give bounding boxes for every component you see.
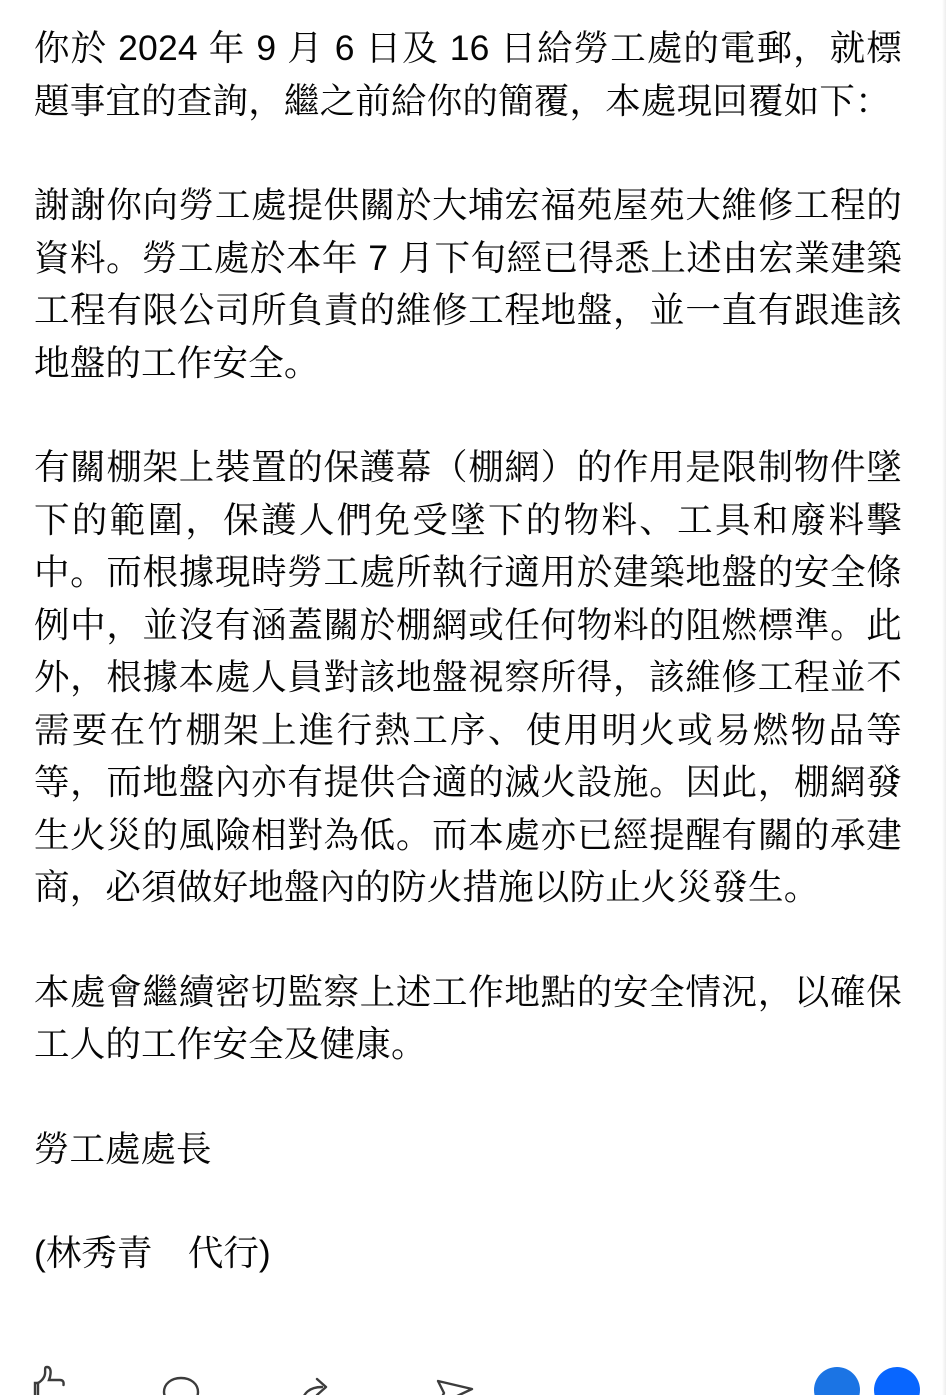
signature-block xyxy=(34,1123,902,1280)
bottom-toolbar xyxy=(0,1359,946,1395)
send-icon[interactable] xyxy=(434,1365,476,1395)
page-edge-shadow xyxy=(942,0,946,1395)
signature-signer: (林秀青 代行) xyxy=(34,1233,271,1273)
bottom-toolbar-icons xyxy=(26,1365,920,1395)
share-arrow-icon[interactable] xyxy=(296,1365,338,1395)
comment-bubble-icon[interactable] xyxy=(160,1365,202,1395)
paragraph-2: 謝謝你向勞工處提供關於大埔宏福苑屋苑大維修工程的資料。勞工處於本年 7 月下旬經已得悉上述由宏業建築工程有限公司所負責的維修工程地盤，並一直有跟進該地盤的工作安全。 xyxy=(34,185,902,383)
paragraph-4: 本處會繼續密切監察上述工作地點的安全情況，以確保工人的工作安全及健康。 xyxy=(34,971,902,1064)
messenger-icon[interactable] xyxy=(814,1367,860,1395)
thumbs-up-icon[interactable] xyxy=(26,1365,68,1395)
paragraph-1: 你於 2024 年 9 月 6 日及 16 日給勞工處的電郵，就標題事宜的查詢，繼之前給你的簡覆，本處現回覆如下： xyxy=(34,28,902,121)
facebook-icon[interactable] xyxy=(874,1367,920,1395)
paragraph-3: 有關棚架上裝置的保護幕（棚網）的作用是限制物件墜下的範圍，保護人們免受墜下的物料、工具和廢料擊中。而根據現時勞工處所執行適用於建築地盤的安全條例中，並沒有涵蓋關於棚網或任何物料的阻燃標準。此外，根據本處人員對該地盤視察所得，該維修工程並不需要在竹棚架上進行熱工序、使用明火或易燃物品等等，而地盤內亦有提供合適的滅火設施。因此，棚網發生火災的風險相對為低。而本處亦已經提醒有關的承建商，必須做好地盤內的防火措施以防止火災發生。 xyxy=(34,447,902,907)
signature-title: 勞工處處長 xyxy=(34,1128,212,1169)
